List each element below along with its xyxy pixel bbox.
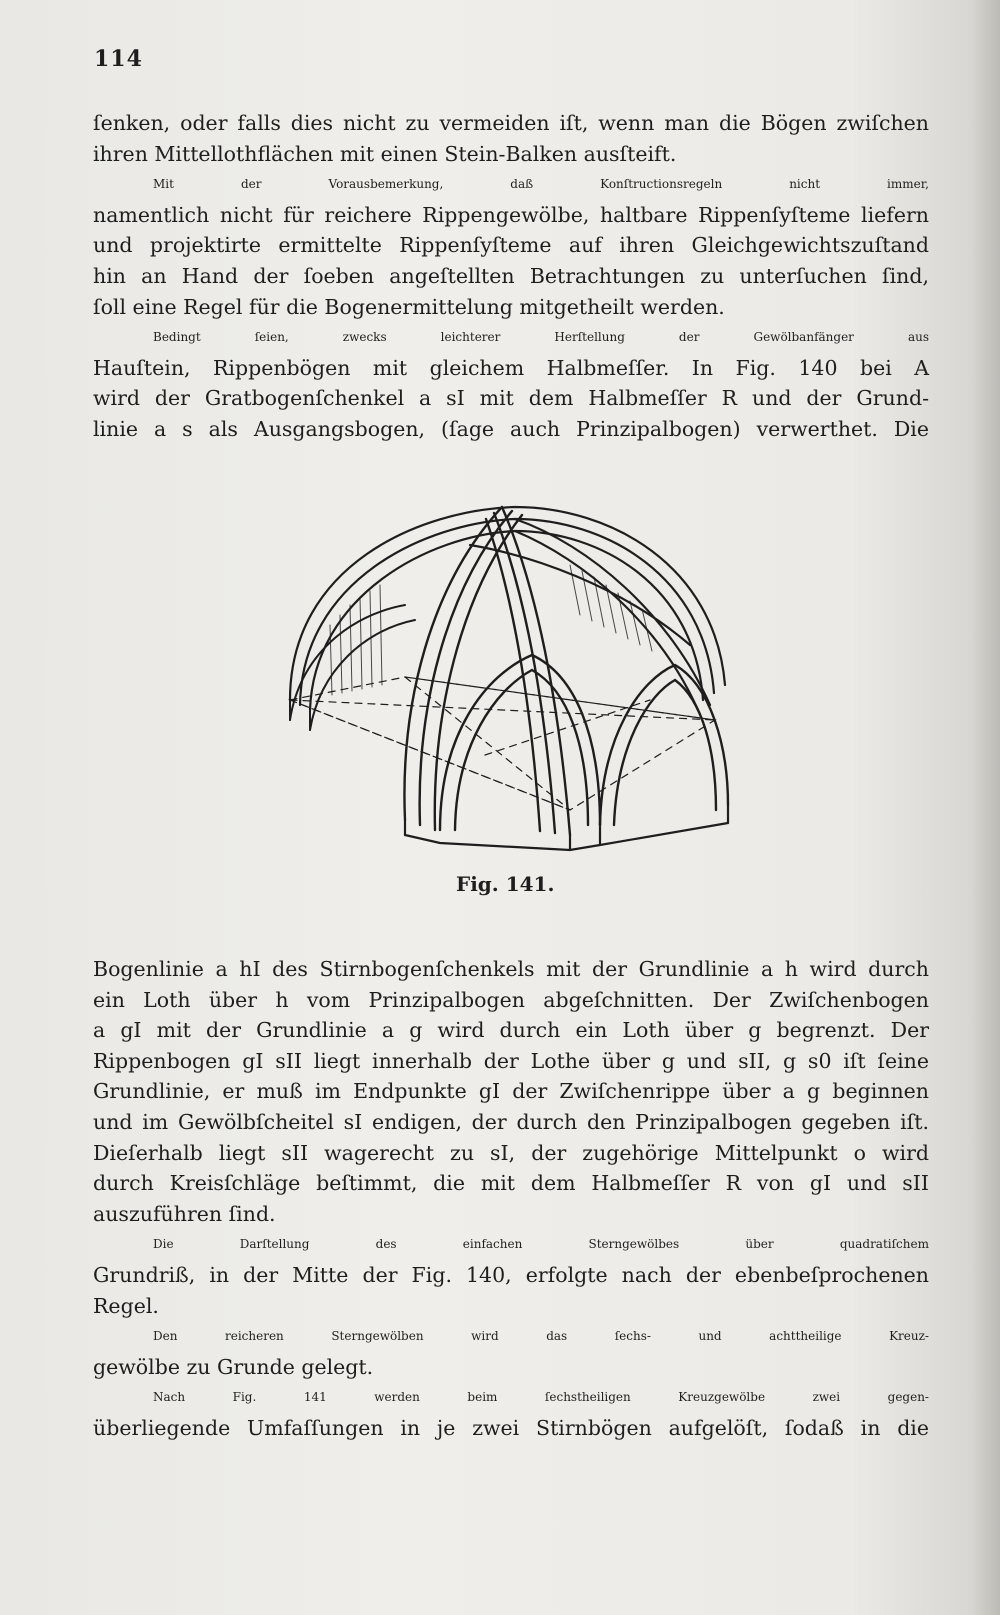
- text-line: Den reicheren Sterngewölben wird das ſechs- und achttheilige Kreuz-: [153, 1329, 929, 1344]
- text-line: Hauſtein, Rippenbögen mit gleichem Halbmeſſer. In Fig. 140 bei A: [93, 355, 929, 380]
- vault-illustration-icon: [270, 505, 750, 860]
- text-line: Die Darſtellung des einfachen Sterngewölbes über quadratiſchem: [153, 1237, 929, 1252]
- text-line: ein Loth über h vom Prinzipalbogen abgeſchnitten. Der Zwiſchenbogen: [93, 987, 929, 1012]
- page-number: 114: [94, 46, 143, 72]
- figure-caption: Fig. 141.: [456, 872, 555, 896]
- text-line: Grundlinie, er muß im Endpunkte gI der Zwiſchenrippe über a g beginnen: [93, 1079, 929, 1104]
- text-line: namentlich nicht für reichere Rippengewölbe, haltbare Rippenſyſteme liefern: [93, 202, 929, 227]
- text-line: Regel.: [93, 1293, 159, 1318]
- text-line: überliegende Umfaſſungen in je zwei Stirnbögen aufgelöſt, ſodaß in die: [93, 1415, 929, 1440]
- text-line: durch Kreisſchläge beſtimmt, die mit dem Halbmeſſer R von gI und sII: [93, 1171, 929, 1196]
- text-line: und im Gewölbſcheitel sI endigen, der durch den Prinzipalbogen gegeben iſt.: [93, 1109, 929, 1134]
- text-line: Dieſerhalb liegt sII wagerecht zu sI, der zugehörige Mittelpunkt o wird: [93, 1140, 929, 1165]
- text-line: a gI mit der Grundlinie a g wird durch ein Loth über g begrenzt. Der: [93, 1018, 929, 1043]
- text-line: linie a s als Ausgangsbogen, (ſage auch Prinzipalbogen) verwerthet. Die: [93, 416, 929, 441]
- text-line: ihren Mittellothflächen mit einen Stein-Balken ausſteift.: [93, 141, 677, 166]
- text-line: auszuführen ſind.: [93, 1201, 276, 1226]
- text-line: und projektirte ermittelte Rippenſyſteme auf ihren Gleichgewichtszuſtand: [93, 233, 929, 258]
- text-block-bottom: [93, 954, 929, 1444]
- text-line: ſoll eine Regel für die Bogenermittelung mitgetheilt werden.: [93, 294, 725, 319]
- text-line: Mit der Vorausbemerkung, daß Konſtructionsregeln nicht immer,: [153, 177, 929, 192]
- text-line: Nach Fig. 141 werden beim ſechstheiligen Kreuzgewölbe zwei gegen-: [153, 1390, 929, 1405]
- text-line: hin an Hand der ſoeben angeſtellten Betrachtungen zu unterſuchen ſind,: [93, 263, 929, 288]
- text-block-top: [93, 108, 929, 445]
- text-line: gewölbe zu Grunde gelegt.: [93, 1354, 374, 1379]
- text-line: Bedingt ſeien, zwecks leichterer Herſtellung der Gewölbanfänger aus: [153, 330, 929, 345]
- text-line: ſenken, oder falls dies nicht zu vermeiden iſt, wenn man die Bögen zwiſchen: [93, 111, 929, 135]
- text-line: Grundriß, in der Mitte der Fig. 140, erfolgte nach der ebenbeſprochenen: [93, 1262, 929, 1287]
- text-line: Rippenbogen gI sII liegt innerhalb der Lothe über g und sII, g s0 iſt ſeine: [93, 1048, 929, 1073]
- text-line: wird der Gratbogenſchenkel a sI mit dem Halbmeſſer R und der Grund-: [93, 386, 929, 411]
- text-line: Bogenlinie a hI des Stirnbogenſchenkels mit der Grundlinie a h wird durch: [93, 957, 929, 981]
